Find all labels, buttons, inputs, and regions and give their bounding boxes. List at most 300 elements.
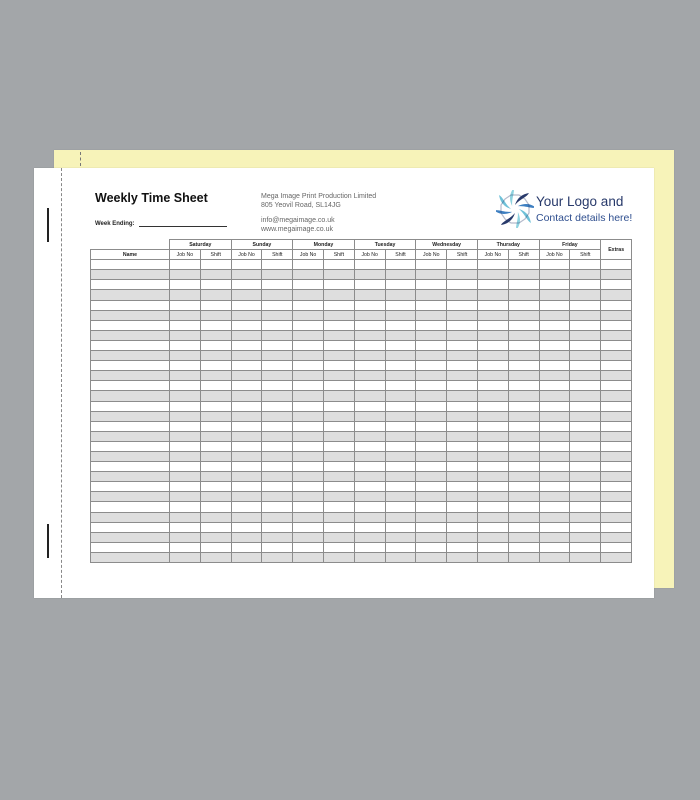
entry-cell[interactable] <box>200 340 231 350</box>
entry-cell[interactable] <box>447 532 478 542</box>
entry-cell[interactable] <box>200 330 231 340</box>
entry-cell[interactable] <box>416 532 447 542</box>
entry-cell[interactable] <box>200 401 231 411</box>
entry-cell[interactable] <box>231 512 262 522</box>
entry-cell[interactable] <box>200 280 231 290</box>
entry-cell[interactable] <box>477 340 508 350</box>
entry-cell[interactable] <box>293 270 324 280</box>
entry-cell[interactable] <box>447 290 478 300</box>
entry-cell[interactable] <box>508 381 539 391</box>
entry-cell[interactable] <box>200 270 231 280</box>
entry-cell[interactable] <box>385 421 416 431</box>
entry-cell[interactable] <box>385 300 416 310</box>
entry-cell[interactable] <box>570 381 601 391</box>
entry-cell[interactable] <box>447 270 478 280</box>
entry-cell[interactable] <box>170 522 201 532</box>
name-cell[interactable] <box>91 401 170 411</box>
entry-cell[interactable] <box>323 290 354 300</box>
entry-cell[interactable] <box>293 421 324 431</box>
entry-cell[interactable] <box>447 431 478 441</box>
entry-cell[interactable] <box>231 462 262 472</box>
entry-cell[interactable] <box>262 421 293 431</box>
name-cell[interactable] <box>91 492 170 502</box>
entry-cell[interactable] <box>200 381 231 391</box>
entry-cell[interactable] <box>231 552 262 562</box>
entry-cell[interactable] <box>231 401 262 411</box>
entry-cell[interactable] <box>170 512 201 522</box>
entry-cell[interactable] <box>508 411 539 421</box>
entry-cell[interactable] <box>262 310 293 320</box>
entry-cell[interactable] <box>293 340 324 350</box>
entry-cell[interactable] <box>262 542 293 552</box>
name-cell[interactable] <box>91 381 170 391</box>
name-cell[interactable] <box>91 310 170 320</box>
entry-cell[interactable] <box>570 512 601 522</box>
entry-cell[interactable] <box>477 371 508 381</box>
entry-cell[interactable] <box>416 522 447 532</box>
entry-cell[interactable] <box>354 522 385 532</box>
entry-cell[interactable] <box>323 451 354 461</box>
entry-cell[interactable] <box>477 391 508 401</box>
entry-cell[interactable] <box>570 320 601 330</box>
entry-cell[interactable] <box>231 502 262 512</box>
entry-cell[interactable] <box>170 290 201 300</box>
entry-cell[interactable] <box>200 441 231 451</box>
entry-cell[interactable] <box>416 492 447 502</box>
extras-cell[interactable] <box>601 280 632 290</box>
entry-cell[interactable] <box>231 300 262 310</box>
entry-cell[interactable] <box>293 552 324 562</box>
entry-cell[interactable] <box>447 351 478 361</box>
entry-cell[interactable] <box>293 391 324 401</box>
name-cell[interactable] <box>91 512 170 522</box>
extras-cell[interactable] <box>601 492 632 502</box>
entry-cell[interactable] <box>416 421 447 431</box>
entry-cell[interactable] <box>293 512 324 522</box>
entry-cell[interactable] <box>508 522 539 532</box>
entry-cell[interactable] <box>477 522 508 532</box>
entry-cell[interactable] <box>293 320 324 330</box>
entry-cell[interactable] <box>231 532 262 542</box>
entry-cell[interactable] <box>354 270 385 280</box>
entry-cell[interactable] <box>539 552 570 562</box>
entry-cell[interactable] <box>508 441 539 451</box>
entry-cell[interactable] <box>385 310 416 320</box>
entry-cell[interactable] <box>447 391 478 401</box>
entry-cell[interactable] <box>262 472 293 482</box>
entry-cell[interactable] <box>447 320 478 330</box>
entry-cell[interactable] <box>200 522 231 532</box>
entry-cell[interactable] <box>416 502 447 512</box>
entry-cell[interactable] <box>170 330 201 340</box>
entry-cell[interactable] <box>231 290 262 300</box>
entry-cell[interactable] <box>200 502 231 512</box>
entry-cell[interactable] <box>170 532 201 542</box>
entry-cell[interactable] <box>477 462 508 472</box>
entry-cell[interactable] <box>385 441 416 451</box>
entry-cell[interactable] <box>508 542 539 552</box>
entry-cell[interactable] <box>262 391 293 401</box>
entry-cell[interactable] <box>200 492 231 502</box>
entry-cell[interactable] <box>508 330 539 340</box>
entry-cell[interactable] <box>323 310 354 320</box>
entry-cell[interactable] <box>385 462 416 472</box>
entry-cell[interactable] <box>508 502 539 512</box>
name-cell[interactable] <box>91 441 170 451</box>
entry-cell[interactable] <box>262 552 293 562</box>
entry-cell[interactable] <box>262 431 293 441</box>
entry-cell[interactable] <box>477 441 508 451</box>
entry-cell[interactable] <box>508 310 539 320</box>
entry-cell[interactable] <box>262 492 293 502</box>
entry-cell[interactable] <box>170 300 201 310</box>
entry-cell[interactable] <box>539 532 570 542</box>
entry-cell[interactable] <box>447 512 478 522</box>
entry-cell[interactable] <box>354 441 385 451</box>
entry-cell[interactable] <box>539 482 570 492</box>
entry-cell[interactable] <box>354 330 385 340</box>
entry-cell[interactable] <box>170 320 201 330</box>
entry-cell[interactable] <box>508 361 539 371</box>
name-cell[interactable] <box>91 462 170 472</box>
entry-cell[interactable] <box>262 300 293 310</box>
entry-cell[interactable] <box>416 300 447 310</box>
entry-cell[interactable] <box>354 381 385 391</box>
entry-cell[interactable] <box>200 542 231 552</box>
entry-cell[interactable] <box>385 361 416 371</box>
entry-cell[interactable] <box>570 492 601 502</box>
entry-cell[interactable] <box>416 512 447 522</box>
entry-cell[interactable] <box>354 260 385 270</box>
entry-cell[interactable] <box>508 351 539 361</box>
name-cell[interactable] <box>91 361 170 371</box>
entry-cell[interactable] <box>323 421 354 431</box>
entry-cell[interactable] <box>416 381 447 391</box>
entry-cell[interactable] <box>293 371 324 381</box>
entry-cell[interactable] <box>508 270 539 280</box>
entry-cell[interactable] <box>231 270 262 280</box>
entry-cell[interactable] <box>293 472 324 482</box>
entry-cell[interactable] <box>323 462 354 472</box>
entry-cell[interactable] <box>447 472 478 482</box>
entry-cell[interactable] <box>508 462 539 472</box>
entry-cell[interactable] <box>539 462 570 472</box>
entry-cell[interactable] <box>200 472 231 482</box>
entry-cell[interactable] <box>447 522 478 532</box>
entry-cell[interactable] <box>323 260 354 270</box>
entry-cell[interactable] <box>416 482 447 492</box>
entry-cell[interactable] <box>447 492 478 502</box>
entry-cell[interactable] <box>231 330 262 340</box>
entry-cell[interactable] <box>262 462 293 472</box>
entry-cell[interactable] <box>200 290 231 300</box>
extras-cell[interactable] <box>601 421 632 431</box>
entry-cell[interactable] <box>416 431 447 441</box>
entry-cell[interactable] <box>477 351 508 361</box>
entry-cell[interactable] <box>416 260 447 270</box>
name-cell[interactable] <box>91 300 170 310</box>
entry-cell[interactable] <box>570 371 601 381</box>
entry-cell[interactable] <box>323 552 354 562</box>
entry-cell[interactable] <box>416 340 447 350</box>
entry-cell[interactable] <box>570 260 601 270</box>
entry-cell[interactable] <box>385 512 416 522</box>
entry-cell[interactable] <box>539 411 570 421</box>
extras-cell[interactable] <box>601 451 632 461</box>
entry-cell[interactable] <box>200 361 231 371</box>
entry-cell[interactable] <box>170 361 201 371</box>
entry-cell[interactable] <box>323 482 354 492</box>
entry-cell[interactable] <box>570 502 601 512</box>
name-cell[interactable] <box>91 482 170 492</box>
entry-cell[interactable] <box>416 290 447 300</box>
extras-cell[interactable] <box>601 371 632 381</box>
name-cell[interactable] <box>91 532 170 542</box>
entry-cell[interactable] <box>508 431 539 441</box>
entry-cell[interactable] <box>170 502 201 512</box>
name-cell[interactable] <box>91 280 170 290</box>
entry-cell[interactable] <box>262 270 293 280</box>
entry-cell[interactable] <box>262 260 293 270</box>
extras-cell[interactable] <box>601 310 632 320</box>
entry-cell[interactable] <box>200 451 231 461</box>
entry-cell[interactable] <box>570 462 601 472</box>
entry-cell[interactable] <box>323 361 354 371</box>
entry-cell[interactable] <box>570 300 601 310</box>
entry-cell[interactable] <box>508 492 539 502</box>
entry-cell[interactable] <box>385 260 416 270</box>
entry-cell[interactable] <box>170 451 201 461</box>
entry-cell[interactable] <box>385 482 416 492</box>
entry-cell[interactable] <box>508 290 539 300</box>
entry-cell[interactable] <box>354 401 385 411</box>
entry-cell[interactable] <box>231 381 262 391</box>
entry-cell[interactable] <box>416 320 447 330</box>
entry-cell[interactable] <box>354 290 385 300</box>
name-cell[interactable] <box>91 421 170 431</box>
extras-cell[interactable] <box>601 320 632 330</box>
entry-cell[interactable] <box>539 451 570 461</box>
entry-cell[interactable] <box>508 371 539 381</box>
name-cell[interactable] <box>91 260 170 270</box>
entry-cell[interactable] <box>231 310 262 320</box>
entry-cell[interactable] <box>354 391 385 401</box>
entry-cell[interactable] <box>385 472 416 482</box>
entry-cell[interactable] <box>539 260 570 270</box>
entry-cell[interactable] <box>293 522 324 532</box>
entry-cell[interactable] <box>323 502 354 512</box>
entry-cell[interactable] <box>170 441 201 451</box>
entry-cell[interactable] <box>170 411 201 421</box>
entry-cell[interactable] <box>323 330 354 340</box>
entry-cell[interactable] <box>508 320 539 330</box>
entry-cell[interactable] <box>323 512 354 522</box>
entry-cell[interactable] <box>477 492 508 502</box>
entry-cell[interactable] <box>416 280 447 290</box>
entry-cell[interactable] <box>570 361 601 371</box>
entry-cell[interactable] <box>539 290 570 300</box>
entry-cell[interactable] <box>170 310 201 320</box>
name-cell[interactable] <box>91 320 170 330</box>
entry-cell[interactable] <box>170 492 201 502</box>
entry-cell[interactable] <box>231 320 262 330</box>
entry-cell[interactable] <box>539 330 570 340</box>
entry-cell[interactable] <box>447 280 478 290</box>
entry-cell[interactable] <box>293 351 324 361</box>
entry-cell[interactable] <box>231 260 262 270</box>
entry-cell[interactable] <box>570 290 601 300</box>
extras-cell[interactable] <box>601 381 632 391</box>
entry-cell[interactable] <box>385 351 416 361</box>
entry-cell[interactable] <box>570 441 601 451</box>
entry-cell[interactable] <box>416 542 447 552</box>
entry-cell[interactable] <box>416 472 447 482</box>
entry-cell[interactable] <box>416 451 447 461</box>
entry-cell[interactable] <box>570 330 601 340</box>
entry-cell[interactable] <box>323 401 354 411</box>
entry-cell[interactable] <box>170 462 201 472</box>
entry-cell[interactable] <box>477 290 508 300</box>
entry-cell[interactable] <box>200 532 231 542</box>
entry-cell[interactable] <box>262 411 293 421</box>
entry-cell[interactable] <box>323 320 354 330</box>
entry-cell[interactable] <box>570 270 601 280</box>
entry-cell[interactable] <box>539 472 570 482</box>
entry-cell[interactable] <box>447 401 478 411</box>
entry-cell[interactable] <box>323 371 354 381</box>
entry-cell[interactable] <box>354 421 385 431</box>
entry-cell[interactable] <box>262 371 293 381</box>
entry-cell[interactable] <box>477 361 508 371</box>
entry-cell[interactable] <box>170 431 201 441</box>
entry-cell[interactable] <box>508 552 539 562</box>
entry-cell[interactable] <box>508 532 539 542</box>
entry-cell[interactable] <box>416 361 447 371</box>
entry-cell[interactable] <box>293 462 324 472</box>
entry-cell[interactable] <box>447 552 478 562</box>
entry-cell[interactable] <box>323 441 354 451</box>
entry-cell[interactable] <box>231 431 262 441</box>
entry-cell[interactable] <box>477 512 508 522</box>
entry-cell[interactable] <box>447 310 478 320</box>
entry-cell[interactable] <box>539 280 570 290</box>
entry-cell[interactable] <box>262 401 293 411</box>
entry-cell[interactable] <box>385 391 416 401</box>
entry-cell[interactable] <box>293 441 324 451</box>
extras-cell[interactable] <box>601 330 632 340</box>
entry-cell[interactable] <box>508 391 539 401</box>
entry-cell[interactable] <box>447 441 478 451</box>
entry-cell[interactable] <box>385 371 416 381</box>
entry-cell[interactable] <box>385 552 416 562</box>
entry-cell[interactable] <box>354 431 385 441</box>
entry-cell[interactable] <box>293 411 324 421</box>
entry-cell[interactable] <box>170 482 201 492</box>
entry-cell[interactable] <box>570 522 601 532</box>
entry-cell[interactable] <box>447 330 478 340</box>
entry-cell[interactable] <box>539 340 570 350</box>
name-cell[interactable] <box>91 330 170 340</box>
entry-cell[interactable] <box>385 280 416 290</box>
entry-cell[interactable] <box>539 401 570 411</box>
entry-cell[interactable] <box>200 300 231 310</box>
entry-cell[interactable] <box>385 381 416 391</box>
extras-cell[interactable] <box>601 552 632 562</box>
entry-cell[interactable] <box>323 340 354 350</box>
entry-cell[interactable] <box>231 441 262 451</box>
entry-cell[interactable] <box>385 411 416 421</box>
entry-cell[interactable] <box>508 451 539 461</box>
entry-cell[interactable] <box>508 300 539 310</box>
entry-cell[interactable] <box>323 431 354 441</box>
entry-cell[interactable] <box>262 381 293 391</box>
entry-cell[interactable] <box>477 260 508 270</box>
entry-cell[interactable] <box>170 371 201 381</box>
name-cell[interactable] <box>91 411 170 421</box>
extras-cell[interactable] <box>601 502 632 512</box>
entry-cell[interactable] <box>231 451 262 461</box>
name-cell[interactable] <box>91 502 170 512</box>
entry-cell[interactable] <box>262 512 293 522</box>
entry-cell[interactable] <box>354 411 385 421</box>
entry-cell[interactable] <box>293 290 324 300</box>
entry-cell[interactable] <box>354 502 385 512</box>
entry-cell[interactable] <box>385 431 416 441</box>
entry-cell[interactable] <box>447 421 478 431</box>
entry-cell[interactable] <box>539 381 570 391</box>
entry-cell[interactable] <box>354 340 385 350</box>
name-cell[interactable] <box>91 522 170 532</box>
name-cell[interactable] <box>91 552 170 562</box>
week-ending-field[interactable] <box>95 220 227 227</box>
entry-cell[interactable] <box>293 431 324 441</box>
entry-cell[interactable] <box>477 451 508 461</box>
entry-cell[interactable] <box>354 361 385 371</box>
entry-cell[interactable] <box>231 280 262 290</box>
entry-cell[interactable] <box>385 542 416 552</box>
entry-cell[interactable] <box>354 532 385 542</box>
entry-cell[interactable] <box>293 300 324 310</box>
entry-cell[interactable] <box>477 502 508 512</box>
entry-cell[interactable] <box>539 310 570 320</box>
entry-cell[interactable] <box>539 512 570 522</box>
week-ending-line[interactable] <box>139 220 227 227</box>
entry-cell[interactable] <box>416 270 447 280</box>
extras-cell[interactable] <box>601 512 632 522</box>
extras-cell[interactable] <box>601 542 632 552</box>
extras-cell[interactable] <box>601 462 632 472</box>
entry-cell[interactable] <box>200 552 231 562</box>
entry-cell[interactable] <box>262 441 293 451</box>
entry-cell[interactable] <box>231 492 262 502</box>
entry-cell[interactable] <box>477 401 508 411</box>
entry-cell[interactable] <box>200 391 231 401</box>
extras-cell[interactable] <box>601 290 632 300</box>
entry-cell[interactable] <box>293 260 324 270</box>
entry-cell[interactable] <box>477 482 508 492</box>
entry-cell[interactable] <box>354 462 385 472</box>
entry-cell[interactable] <box>570 532 601 542</box>
entry-cell[interactable] <box>323 300 354 310</box>
entry-cell[interactable] <box>170 381 201 391</box>
entry-cell[interactable] <box>323 532 354 542</box>
entry-cell[interactable] <box>539 441 570 451</box>
entry-cell[interactable] <box>170 421 201 431</box>
extras-cell[interactable] <box>601 270 632 280</box>
entry-cell[interactable] <box>570 411 601 421</box>
entry-cell[interactable] <box>231 472 262 482</box>
entry-cell[interactable] <box>416 310 447 320</box>
